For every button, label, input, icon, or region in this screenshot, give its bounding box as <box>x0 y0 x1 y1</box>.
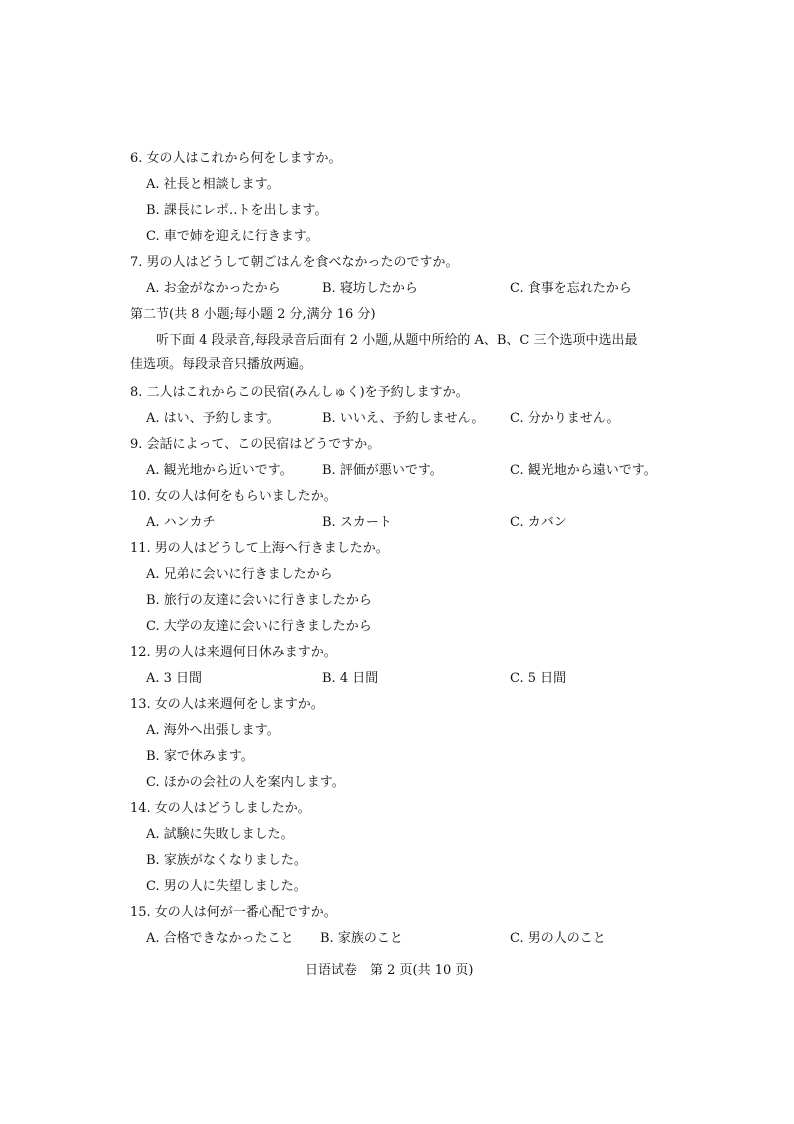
question-11-stem: 11. 男の人はどうして上海へ行きましたか。 <box>130 541 389 556</box>
question-14-option-a: A. 試験に失敗しました。 <box>146 827 294 842</box>
question-8-stem: 8. 二人はこれからこの民宿(みんしゅく)を予約しますか。 <box>130 385 469 400</box>
question-7-option-b: B. 寝坊したから <box>322 281 418 296</box>
question-8-option-b: B. いいえ、予約しません。 <box>322 411 485 426</box>
question-9-option-b: B. 評価が悪いです。 <box>322 463 443 478</box>
question-7-option-a: A. お金がなかったから <box>146 281 281 296</box>
question-8-option-c: C. 分かりません。 <box>510 411 620 426</box>
question-15-option-a: A. 合格できなかったこと <box>146 931 294 946</box>
question-6-option-a: A. 社長と相談します。 <box>146 177 280 192</box>
question-14-option-b: B. 家族がなくなりました。 <box>146 853 307 868</box>
question-10-option-b: B. スカート <box>322 515 392 530</box>
question-7-stem: 7. 男の人はどうして朝ごはんを食べなかったのですか。 <box>130 255 459 270</box>
question-15-option-b: B. 家族のこと <box>320 931 403 946</box>
section-2-heading: 第二节(共 8 小题;每小题 2 分,满分 16 分) <box>130 307 376 322</box>
question-10-stem: 10. 女の人は何をもらいましたか。 <box>130 489 337 504</box>
question-13-option-c: C. ほかの会社の人を案内します。 <box>146 775 345 790</box>
question-15-stem: 15. 女の人は何が一番心配ですか。 <box>130 905 337 920</box>
question-13-option-b: B. 家で休みます。 <box>146 749 254 764</box>
question-9-option-a: A. 観光地から近いです。 <box>146 463 293 478</box>
page-footer: 日语试卷 第 2 页(共 10 页) <box>305 963 474 978</box>
question-6-option-b: B. 課長にレポ‥トを出します。 <box>146 203 328 218</box>
question-11-option-b: B. 旅行の友達に会いに行きましたから <box>146 593 372 608</box>
question-13-stem: 13. 女の人は来週何をしますか。 <box>130 697 324 712</box>
question-12-option-b: B. 4 日間 <box>322 671 379 686</box>
question-14-option-c: C. 男の人に失望しました。 <box>146 879 307 894</box>
question-9-stem: 9. 会話によって、この民宿はどうですか。 <box>130 437 381 452</box>
question-6-stem: 6. 女の人はこれから何をしますか。 <box>130 151 342 166</box>
question-6-option-c: C. 車で姉を迎えに行きます。 <box>146 229 319 244</box>
question-9-option-c: C. 観光地から遠いです。 <box>510 463 657 478</box>
question-11-option-a: A. 兄弟に会いに行きましたから <box>146 567 333 582</box>
question-14-stem: 14. 女の人はどうしましたか。 <box>130 801 311 816</box>
question-13-option-a: A. 海外へ出張します。 <box>146 723 280 738</box>
question-12-option-a: A. 3 日間 <box>146 671 203 686</box>
section-2-instruction-line2: 佳选项。每段录音只播放两遍。 <box>130 357 313 372</box>
question-12-option-c: C. 5 日間 <box>510 671 567 686</box>
question-10-option-c: C. カバン <box>510 515 567 530</box>
section-2-instruction-line1: 听下面 4 段录音,每段录音后面有 2 小题,从题中所给的 A、B、C 三个选项中选出最 <box>156 333 638 348</box>
question-11-option-c: C. 大学の友達に会いに行きましたから <box>146 619 372 634</box>
question-7-option-c: C. 食事を忘れたから <box>510 281 632 296</box>
question-15-option-c: C. 男の人のこと <box>510 931 606 946</box>
question-12-stem: 12. 男の人は来週何日休みますか。 <box>130 645 337 660</box>
question-10-option-a: A. ハンカチ <box>146 515 216 530</box>
question-8-option-a: A. はい、予約します。 <box>146 411 280 426</box>
